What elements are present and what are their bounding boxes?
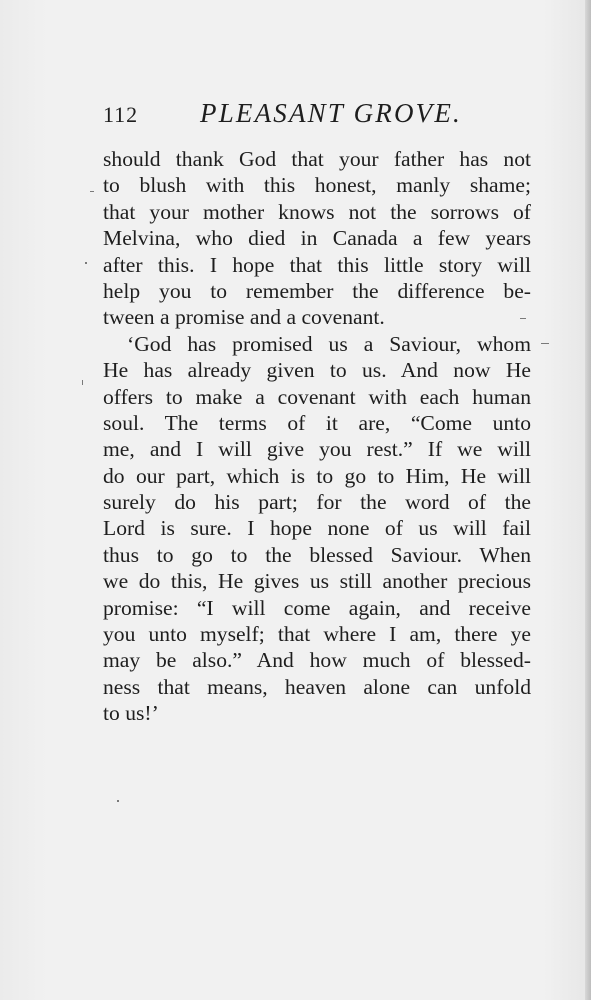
paper-speck (117, 800, 119, 802)
text-line: may be also.” And how much of blessed- (103, 648, 531, 673)
text-line: you unto myself; that where I am, there ye (103, 622, 531, 647)
page-number: 112 (103, 102, 139, 127)
text-line: to blush with this honest, manly shame; (103, 173, 531, 198)
paper-speck (90, 191, 94, 192)
text-line: surely do his part; for the word of the (103, 490, 531, 515)
running-title: PLEASANT GROVE. (200, 98, 462, 128)
text-line: me, and I will give you rest.” If we will (103, 437, 531, 462)
text-line: ‘God has promised us a Saviour, whom (127, 331, 531, 356)
text-line: soul. The terms of it are, “Come unto (103, 410, 531, 435)
text-line: Melvina, who died in Canada a few years (103, 226, 531, 251)
text-line: to us!’ (103, 701, 159, 726)
text-line: after this. I hope that this little story will (103, 252, 531, 277)
paper-speck (541, 343, 549, 344)
paragraph-2 (103, 331, 531, 727)
paper-speck (82, 380, 83, 385)
page-edge-shadow (585, 0, 591, 1000)
body-text (103, 146, 531, 727)
text-line: He has already given to us. And now He (103, 358, 531, 383)
text-line: we do this, He gives us still another precious (103, 569, 531, 594)
paper-speck (85, 262, 87, 264)
page-header (103, 98, 533, 134)
text-line: thus to go to the blessed Saviour. When (103, 542, 531, 567)
text-line: do our part, which is to go to Him, He will (103, 463, 531, 488)
text-line: help you to remember the difference be- (103, 278, 531, 303)
paper-speck (520, 318, 526, 319)
text-line: should thank God that your father has not (103, 147, 531, 171)
text-line: tween a promise and a covenant. (103, 305, 385, 330)
text-line: ness that means, heaven alone can unfold (103, 674, 531, 699)
text-line: offers to make a covenant with each human (103, 384, 531, 409)
text-line: Lord is sure. I hope none of us will fail (103, 516, 531, 541)
paragraph-1 (103, 146, 531, 331)
text-line: promise: “I will come again, and receive (103, 595, 531, 620)
text-line: that your mother knows not the sorrows of (103, 199, 531, 224)
